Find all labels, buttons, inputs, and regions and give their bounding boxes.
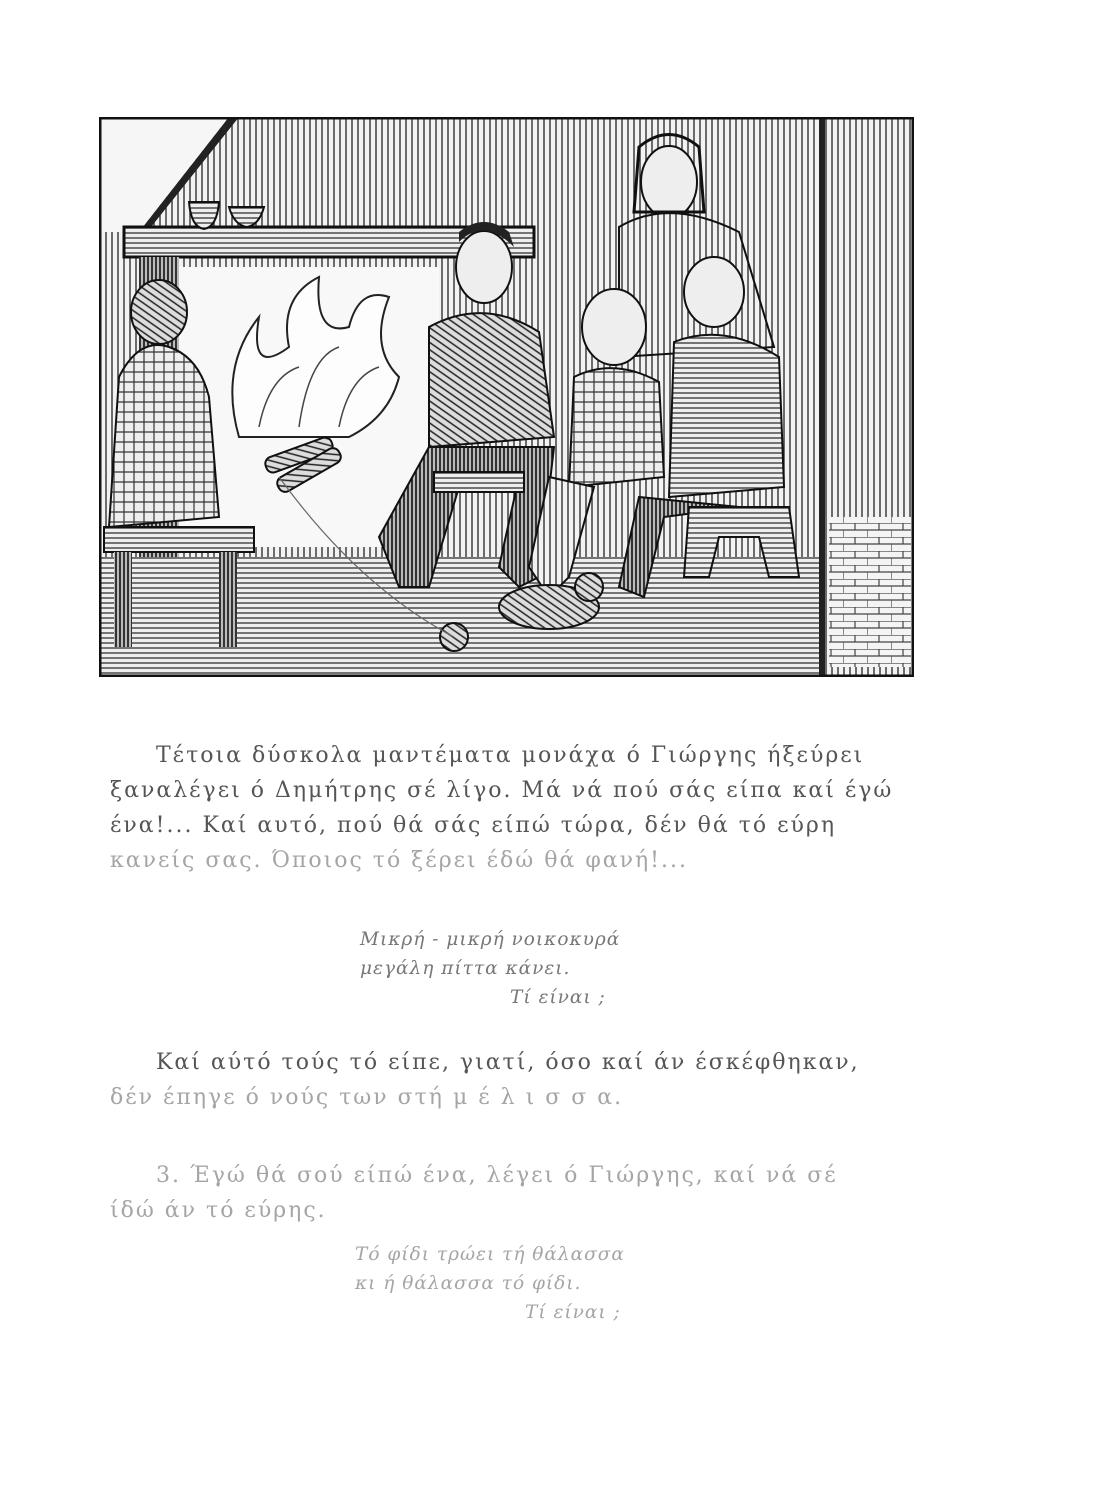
paragraph-3-line-2: ίδώ άν τό εύρης. xyxy=(110,1198,327,1223)
riddle-2-line-2: κι ή θάλασσα τό φίδι. xyxy=(355,1273,582,1294)
riddle-1-line-2: μεγάλη πίττα κάνει. xyxy=(360,958,571,979)
paragraph-1-line-3: ένα!... Καί αυτό, πού θά σάς είπώ τώρα, δέν θά τό εύρη xyxy=(110,813,837,838)
paragraph-2 xyxy=(110,1045,910,1115)
riddle-2-question: Τί είναι ; xyxy=(525,1302,621,1323)
paragraph-1-line-4: κανείς σας. Όποιος τό ξέρει έδώ θά φανή!... xyxy=(110,848,688,873)
riddle-1-question: Τί είναι ; xyxy=(510,987,606,1008)
riddle-2-line-1: Τό φίδι τρώει τή θάλασσα xyxy=(355,1244,625,1265)
riddle-1 xyxy=(360,925,620,1012)
paragraph-1-line-2: ξαναλέγει ό Δημήτρης σέ λίγο. Μά νά πού σάς είπα καί έγώ xyxy=(110,778,894,803)
fireside-engraving-icon xyxy=(99,117,914,677)
paragraph-2-line-1: Καί αύτό τούς τό είπε, γιατί, όσο καί άν έσκέφθηκαν, xyxy=(156,1050,860,1075)
riddle-2 xyxy=(355,1240,625,1327)
paragraph-1 xyxy=(110,738,910,878)
paragraph-1-line-1: Τέτοια δύσκολα μαντέματα μονάχα ό Γιώργης ήξεύρει xyxy=(156,743,865,768)
paragraph-3 xyxy=(110,1158,910,1228)
riddle-1-line-1: Μικρή - μικρή νοικοκυρά xyxy=(360,929,621,950)
paragraph-2-line-2: δέν έπηγε ό νούς των στή μ έ λ ι σ σ α. xyxy=(110,1085,624,1110)
fireside-illustration xyxy=(99,117,914,677)
paragraph-3-line-1: 3. Έγώ θά σού είπώ ένα, λέγει ό Γιώργης, καί νά σέ xyxy=(156,1163,838,1188)
